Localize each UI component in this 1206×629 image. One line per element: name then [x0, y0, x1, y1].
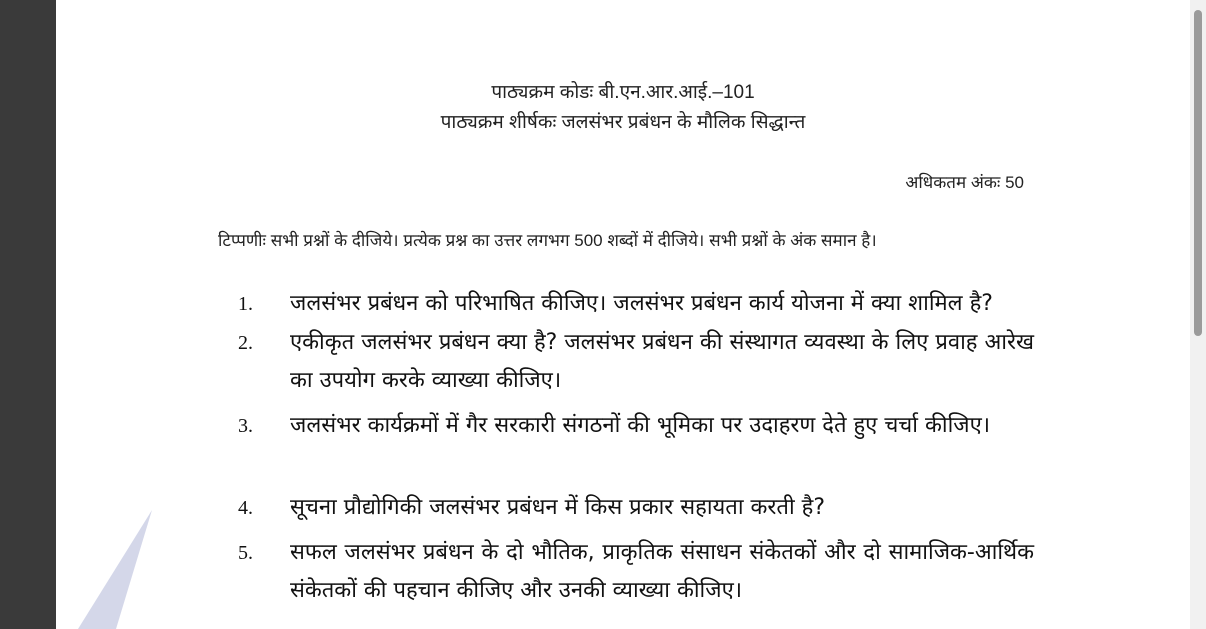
- course-title: पाठ्यक्रम शीर्षकः जलसंभर प्रबंधन के मौलिक सिद्धान्त: [440, 112, 806, 133]
- question-number: 2.: [238, 332, 253, 354]
- question-text: सूचना प्रौद्योगिकी जलसंभर प्रबंधन में किस प्रकार सहायता करती है?: [290, 495, 826, 520]
- question-text: जलसंभर प्रबंधन को परिभाषित कीजिए। जलसंभर प्रबंधन कार्य योजना में क्या शामिल है?: [290, 291, 993, 316]
- question-number: 1.: [238, 293, 253, 315]
- max-marks: अधिकतम अंकः 50: [905, 173, 1024, 192]
- instructions-note: टिप्पणीः सभी प्रश्नों के दीजिये। प्रत्येक प्रश्न का उत्तर लगभग 500 शब्दों में दीजिये। सभी प्रश्नों के अंक समान है।: [218, 231, 877, 250]
- question-text: जलसंभर कार्यक्रमों में गैर सरकारी संगठनों की भूमिका पर उदाहरण देते हुए चर्चा कीजिए।: [290, 413, 991, 438]
- question-number: 3.: [238, 415, 253, 437]
- course-code: पाठ्यक्रम कोडः बी.एन.आर.आई.–101: [491, 82, 755, 103]
- document-page: [56, 0, 1190, 629]
- question-text: सफल जलसंभर प्रबंधन के दो भौतिक, प्राकृतिक संसाधन संकेतकों और दो सामाजिक-आर्थिक संकेतकों की पहचान कीजिए और उनकी व्याख्या कीजिए।: [290, 540, 1034, 603]
- question-number: 5.: [238, 542, 253, 564]
- scrollbar-thumb[interactable]: [1194, 10, 1202, 336]
- vertical-scrollbar[interactable]: [1190, 0, 1206, 629]
- question-text: एकीकृत जलसंभर प्रबंधन क्या है? जलसंभर प्रबंधन की संस्थागत व्यवस्था के लिए प्रवाह आरेख का उपयोग करके व्याख्या कीजिए।: [290, 330, 1034, 393]
- question-number: 4.: [238, 497, 253, 519]
